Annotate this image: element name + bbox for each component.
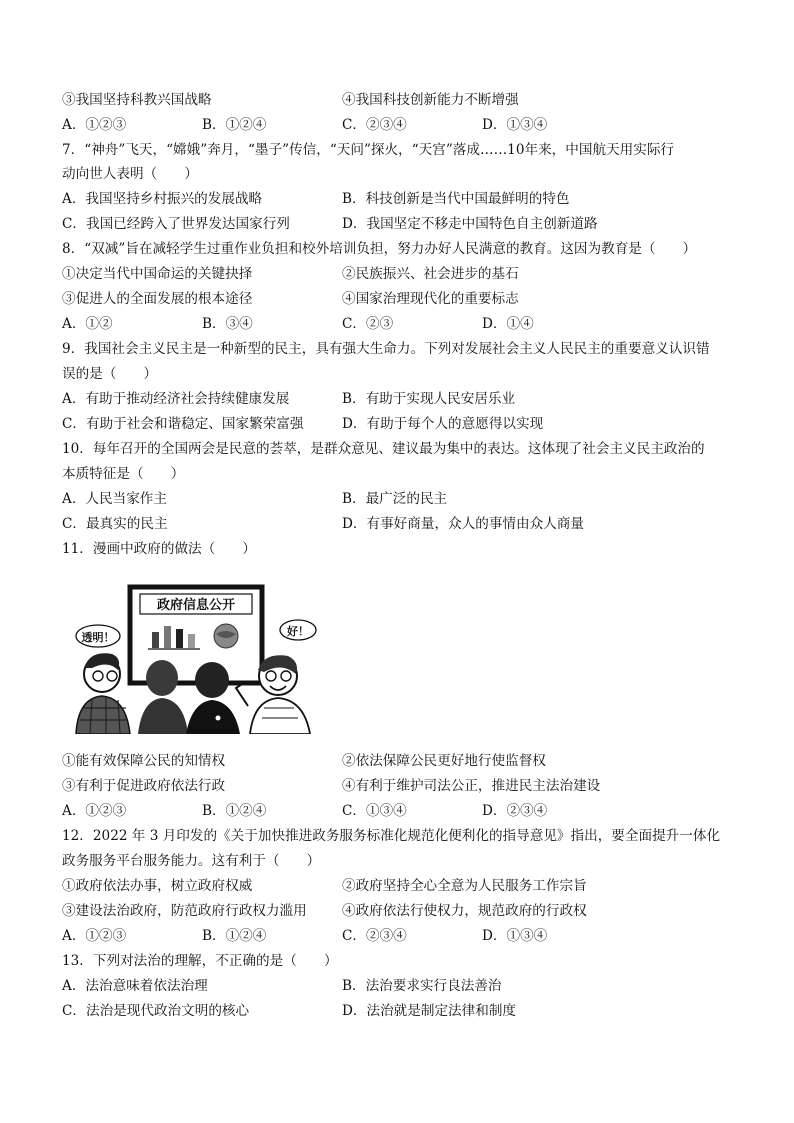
q8-statement-3: ③促进人的全面发展的根本途径	[62, 291, 253, 307]
q8-option-a[interactable]: A．①②	[62, 316, 113, 332]
right-bubble-text: 好！	[287, 625, 309, 638]
q12-option-d[interactable]: D．①③④	[482, 928, 548, 944]
q11-statement-4: ④有利于维护司法公正，推进民主法治建设	[342, 778, 601, 794]
q7-option-b[interactable]: B．科技创新是当代中国最鲜明的特色	[342, 191, 570, 207]
q9-stem-line2: 误的是（ ）	[62, 366, 158, 382]
q8-option-d[interactable]: D．①④	[482, 316, 534, 332]
q8-option-b[interactable]: B．③④	[202, 316, 253, 332]
q11-option-c[interactable]: C．①③④	[342, 803, 407, 819]
q12-option-b[interactable]: B．①②④	[202, 928, 267, 944]
person-middle-left-head	[146, 660, 178, 696]
q13-stem-line1: 13．下列对法治的理解，不正确的是（ ）	[62, 953, 338, 969]
q8-statement-1: ①决定当代中国命运的关键抉择	[62, 266, 253, 282]
q7-stem-line1: 7．“神舟”飞天，“嫦娥”奔月，“墨子”传信，“天问”探火，“天宫”落成……10年来，中国航天用实际行	[62, 142, 675, 158]
q6-option-d[interactable]: D．①③④	[482, 117, 548, 133]
q13-option-a[interactable]: A．法治意味着依法治理	[62, 978, 208, 994]
q11-statement-3: ③有利于促进政府依法行政	[62, 778, 226, 794]
government-info-cartoon	[68, 584, 322, 734]
q6-option-b[interactable]: B．①②④	[202, 117, 267, 133]
q9-option-a[interactable]: A．有助于推动经济社会持续健康发展	[62, 391, 290, 407]
q9-option-d[interactable]: D．有助于每个人的意愿得以实现	[342, 416, 544, 432]
q7-option-c[interactable]: C．我国已经跨入了世界发达国家行列	[62, 216, 290, 232]
q11-statement-2: ②依法保障公民更好地行使监督权	[342, 753, 546, 769]
q11-stem-line1: 11．漫画中政府的做法（ ）	[62, 541, 257, 557]
q10-option-b[interactable]: B．最广泛的民主	[342, 491, 448, 507]
q8-option-c[interactable]: C．②③	[342, 316, 394, 332]
q12-stem-line2: 政务服务平台服务能力。这有利于（ ）	[62, 853, 321, 869]
q7-stem-line2: 动向世人表明（ ）	[62, 166, 198, 182]
q12-statement-1: ①政府依法办事，树立政府权威	[62, 878, 253, 894]
q11-option-d[interactable]: D．②③④	[482, 803, 548, 819]
q9-option-c[interactable]: C．有助于社会和谐稳定、国家繁荣富强	[62, 416, 304, 432]
q13-option-b[interactable]: B．法治要求实行良法善治	[342, 978, 502, 994]
q11-option-b[interactable]: B．①②④	[202, 803, 267, 819]
q10-stem-line1: 10．每年召开的全国两会是民意的荟萃，是群众意见、建议最为集中的表达。这体现了社会主义民主政治的	[62, 441, 705, 457]
left-bubble-text: 透明！	[81, 631, 115, 644]
q12-option-a[interactable]: A．①②③	[62, 928, 127, 944]
q12-statement-2: ②政府坚持全心全意为人民服务工作宗旨	[342, 878, 587, 894]
q12-option-c[interactable]: C．②③④	[342, 928, 407, 944]
q8-statement-4: ④国家治理现代化的重要标志	[342, 291, 519, 307]
q12-stem-line1: 12．2022 年 3 月印发的《关于加快推进政务服务标准化规范化便利化的指导意见》指出，要全面提升一体化	[62, 828, 721, 844]
q9-option-b[interactable]: B．有助于实现人民安居乐业	[342, 391, 516, 407]
q10-option-a[interactable]: A．人民当家作主	[62, 491, 167, 507]
q7-option-a[interactable]: A．我国坚持乡村振兴的发展战略	[62, 191, 263, 207]
q12-statement-3: ③建设法治政府，防范政府行政权力滥用	[62, 903, 307, 919]
cartoon-screen-title: 政府信息公开	[156, 598, 236, 613]
person-middle-head	[195, 662, 229, 698]
q10-option-c[interactable]: C．最真实的民主	[62, 516, 168, 532]
q10-option-d[interactable]: D．有事好商量，众人的事情由众人商量	[342, 516, 584, 532]
q10-stem-line2: 本质特征是（ ）	[62, 466, 185, 482]
q13-option-c[interactable]: C．法治是现代政治文明的核心	[62, 1003, 250, 1019]
q6-statement-4: ④我国科技创新能力不断增强	[342, 92, 519, 108]
q8-statement-2: ②民族振兴、社会进步的基石	[342, 266, 519, 282]
q6-statement-3: ③我国坚持科教兴国战略	[62, 92, 212, 108]
q13-option-d[interactable]: D．法治就是制定法律和制度	[342, 1003, 517, 1019]
q7-option-d[interactable]: D．我国坚定不移走中国特色自主创新道路	[342, 216, 598, 232]
q12-statement-4: ④政府依法行使权力，规范政府的行政权	[342, 903, 587, 919]
q8-stem-line1: 8．“双减”旨在减轻学生过重作业负担和校外培训负担，努力办好人民满意的教育。这因为教育是（ ）	[62, 241, 697, 257]
q6-option-a[interactable]: A．①②③	[62, 117, 127, 133]
q11-statement-1: ①能有效保障公民的知情权	[62, 753, 226, 769]
q11-option-a[interactable]: A．①②③	[62, 803, 127, 819]
q6-option-c[interactable]: C．②③④	[342, 117, 407, 133]
q9-stem-line1: 9．我国社会主义民主是一种新型的民主，具有强大生命力。下列对发展社会主义人民民主的重要意义认识错	[62, 341, 710, 357]
